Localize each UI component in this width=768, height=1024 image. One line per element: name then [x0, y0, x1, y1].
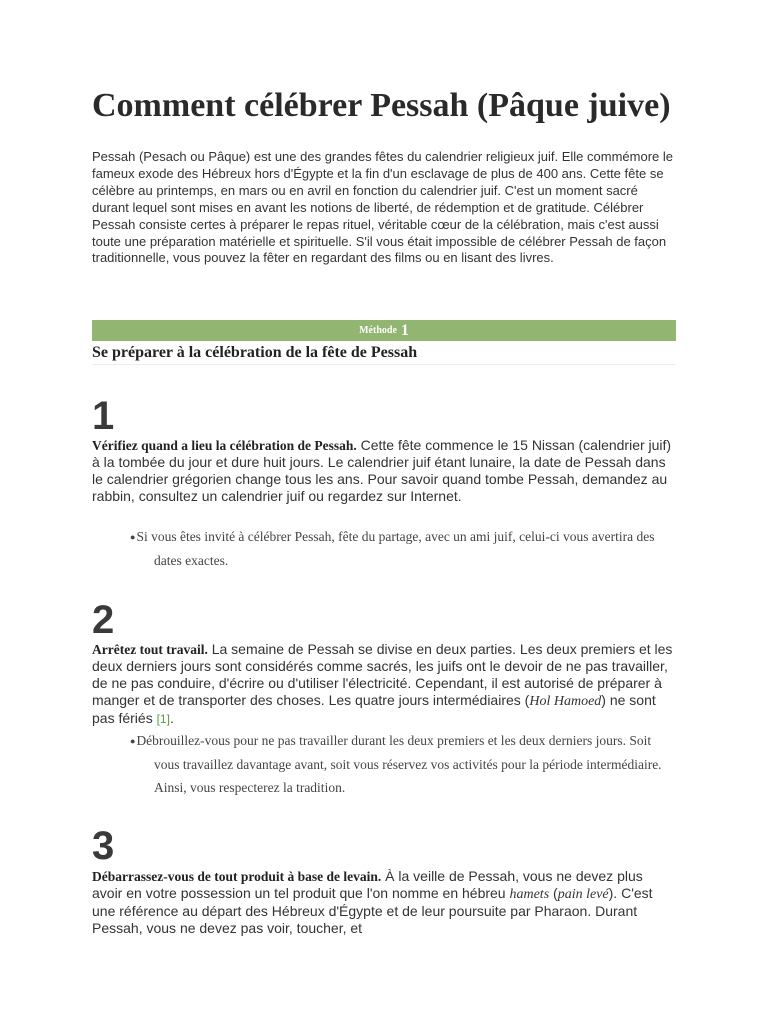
step-description: À la veille de Pessah, vous ne devez plus avoir en votre possession un tel produit que l'on nomme en hébreu: [92, 868, 643, 901]
tip-text: Débrouillez-vous pour ne pas travailler durant les deux premiers et les deux derniers jours. Soit vous travaillez davantage avant, soit vous réservez vos activités pour la période intermédiaire. Ainsi, vous respecterez la tradition.: [136, 733, 662, 796]
step-text: [92, 641, 676, 728]
step-text: [92, 437, 676, 505]
step-lead: Débarrassez-vous de tout produit à base de levain.: [92, 869, 382, 884]
step-description-end: ). C'est une référence au départ des Hébreux d'Égypte et de leur poursuite par Pharaon. Durant Pessah, vous ne devez pas voir, toucher, et: [92, 885, 653, 936]
step-italic-term: Hol Hamoed: [529, 694, 602, 709]
reference-link[interactable]: [1]: [156, 712, 170, 726]
intro-paragraph: Pessah (Pesach ou Pâque) est une des grandes fêtes du calendrier religieux juif. Elle commémore le fameux exode des Hébreux hors d'Égypte et la fin d'un esclavage de plus de 400 ans. Cette fête se célèbre au printemps, en mars ou en avril en fonction du calendrier juif. C'est un moment sacré durant lequel sont mises en avant les notions de liberté, de rédemption et de gratitude. Célébrer Pessah consiste certes à préparer le repas rituel, véritable cœur de la célébration, mais c'est aussi toute une préparation matérielle et spirituelle. S'il vous était impossible de célébrer Pessah de façon traditionnelle, vous pouvez la fêter en regardant des films ou en lisant des livres.: [92, 149, 673, 266]
method-label: Méthode: [359, 325, 397, 336]
step-text: [92, 868, 676, 937]
step-number: 3: [92, 824, 115, 868]
step-italic-term: pain levé: [557, 887, 609, 902]
step-description-cont: ) ne sont pas fériés: [92, 692, 656, 726]
tip-item: [130, 729, 680, 799]
bullet-icon: ●: [130, 736, 136, 747]
step-description-end: .: [169, 710, 174, 726]
step-lead: Arrêtez tout travail.: [92, 642, 208, 657]
method-number: 1: [400, 322, 409, 339]
step-description: Cette fête commence le 15 Nissan (calendrier juif) à la tombée du jour et dure huit jours. Le calendrier juif étant lunaire, la date de Pessah dans le calendrier grégorien change tous les ans. Pour savoir quand tombe Pessah, demandez au rabbin, consultez un calendrier juif ou regardez sur Internet.: [92, 437, 672, 504]
step-italic-term: hamets: [509, 887, 550, 902]
step-number: 2: [92, 598, 115, 642]
page-title: Comment célébrer Pessah (Pâque juive): [92, 87, 671, 124]
step-description-cont: (: [549, 885, 558, 901]
step-lead: Vérifiez quand a lieu la célébration de Pessah.: [92, 438, 357, 453]
bullet-icon: ●: [130, 532, 136, 543]
section-title: Se préparer à la célébration de la fête de Pessah: [92, 343, 676, 365]
step-number: 1: [92, 394, 115, 438]
step-description: La semaine de Pessah se divise en deux parties. Les deux premiers et les deux derniers jours sont considérés comme sacrés, les juifs ont le devoir de ne pas travailler, de ne pas conduire, d'écrire ou d'utiliser l'électricité. Cependant, il est autorisé de préparer à manger et de transporter des choses. Les quatre jours intermédiaires (: [92, 641, 673, 708]
method-banner: [92, 320, 676, 341]
tip-item: [130, 525, 680, 572]
tip-text: Si vous êtes invité à célébrer Pessah, fête du partage, avec un ami juif, celui-ci vous avertira des dates exactes.: [136, 529, 655, 569]
